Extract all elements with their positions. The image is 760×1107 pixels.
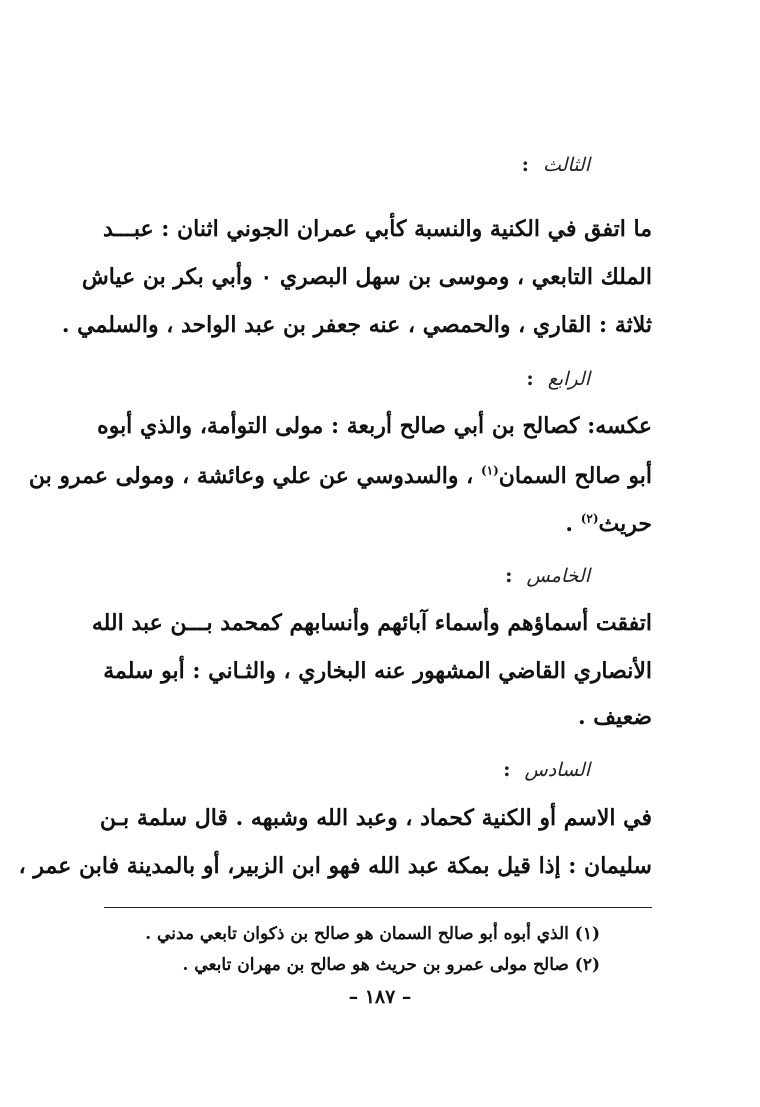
section-heading-label: الثالث xyxy=(542,154,590,176)
text-line xyxy=(28,461,652,491)
footnote-divider xyxy=(104,907,652,908)
footnote: (١) الذي أبوه أبو صالح السمان هو صالح بن ذكوان تابعي مدني . xyxy=(145,924,600,944)
text-line: الملك التابعي ، وموسى بن سهل البصري ٠ وأبي بكر بن عياش xyxy=(81,264,652,290)
footnote-ref: (٢) xyxy=(580,511,599,526)
text-line: ضعيف . xyxy=(577,704,652,730)
section-heading xyxy=(526,366,590,390)
page-number: – ١٨٧ – xyxy=(348,986,412,1008)
section-heading-label: الخامس xyxy=(526,565,590,587)
section-heading-label: السادس xyxy=(524,759,590,781)
text-line: ثلاثة : القاري ، والحمصي ، عنه جعفر بن عبد الواحد ، والسلمي . xyxy=(61,312,652,338)
text-line: سليمان : إذا قيل بمكة عبد الله فهو ابن الزبير، أو بالمدينة فابن عمر ، xyxy=(18,853,652,879)
heading-colon: : xyxy=(521,152,529,176)
text-line: في الاسم أو الكنية كحماد ، وعبد الله وشبهه . قال سلمة بـن xyxy=(99,805,652,831)
section-heading-label: الرابع xyxy=(547,368,590,390)
text-line: ما اتفق في الكنية والنسبة كأبي عمران الجوني اثنان : عبـــد xyxy=(102,216,652,242)
text-fragment: أبو صالح السمان xyxy=(498,463,652,489)
footnote-ref: (١) xyxy=(480,463,499,478)
text-line xyxy=(104,509,652,539)
text-fragment: ، والسدوسي عن علي وعائشة ، ومولى عمرو بن xyxy=(28,463,481,489)
text-line: عكسه: كصالح بن أبي صالح أربعة : مولى التوأمة، والذي أبوه xyxy=(97,413,652,439)
text-fragment: حريث xyxy=(598,511,652,537)
text-line: الأنصاري القاضي المشهور عنه البخاري ، والثـاني : أبو سلمة xyxy=(103,658,652,684)
text-fragment: . xyxy=(565,511,581,537)
section-heading xyxy=(505,563,590,587)
text-line: اتفقت أسماؤهم وأسماء آبائهم وأنسابهم كمحمد بـــن عبد الله xyxy=(91,610,652,636)
heading-colon: : xyxy=(503,757,511,781)
footnote: (٢) صالح مولى عمرو بن حريث هو صالح بن مهران تابعي . xyxy=(182,955,600,975)
section-heading xyxy=(503,757,590,781)
heading-colon: : xyxy=(526,366,534,390)
section-heading xyxy=(522,152,590,176)
heading-colon: : xyxy=(505,563,513,587)
